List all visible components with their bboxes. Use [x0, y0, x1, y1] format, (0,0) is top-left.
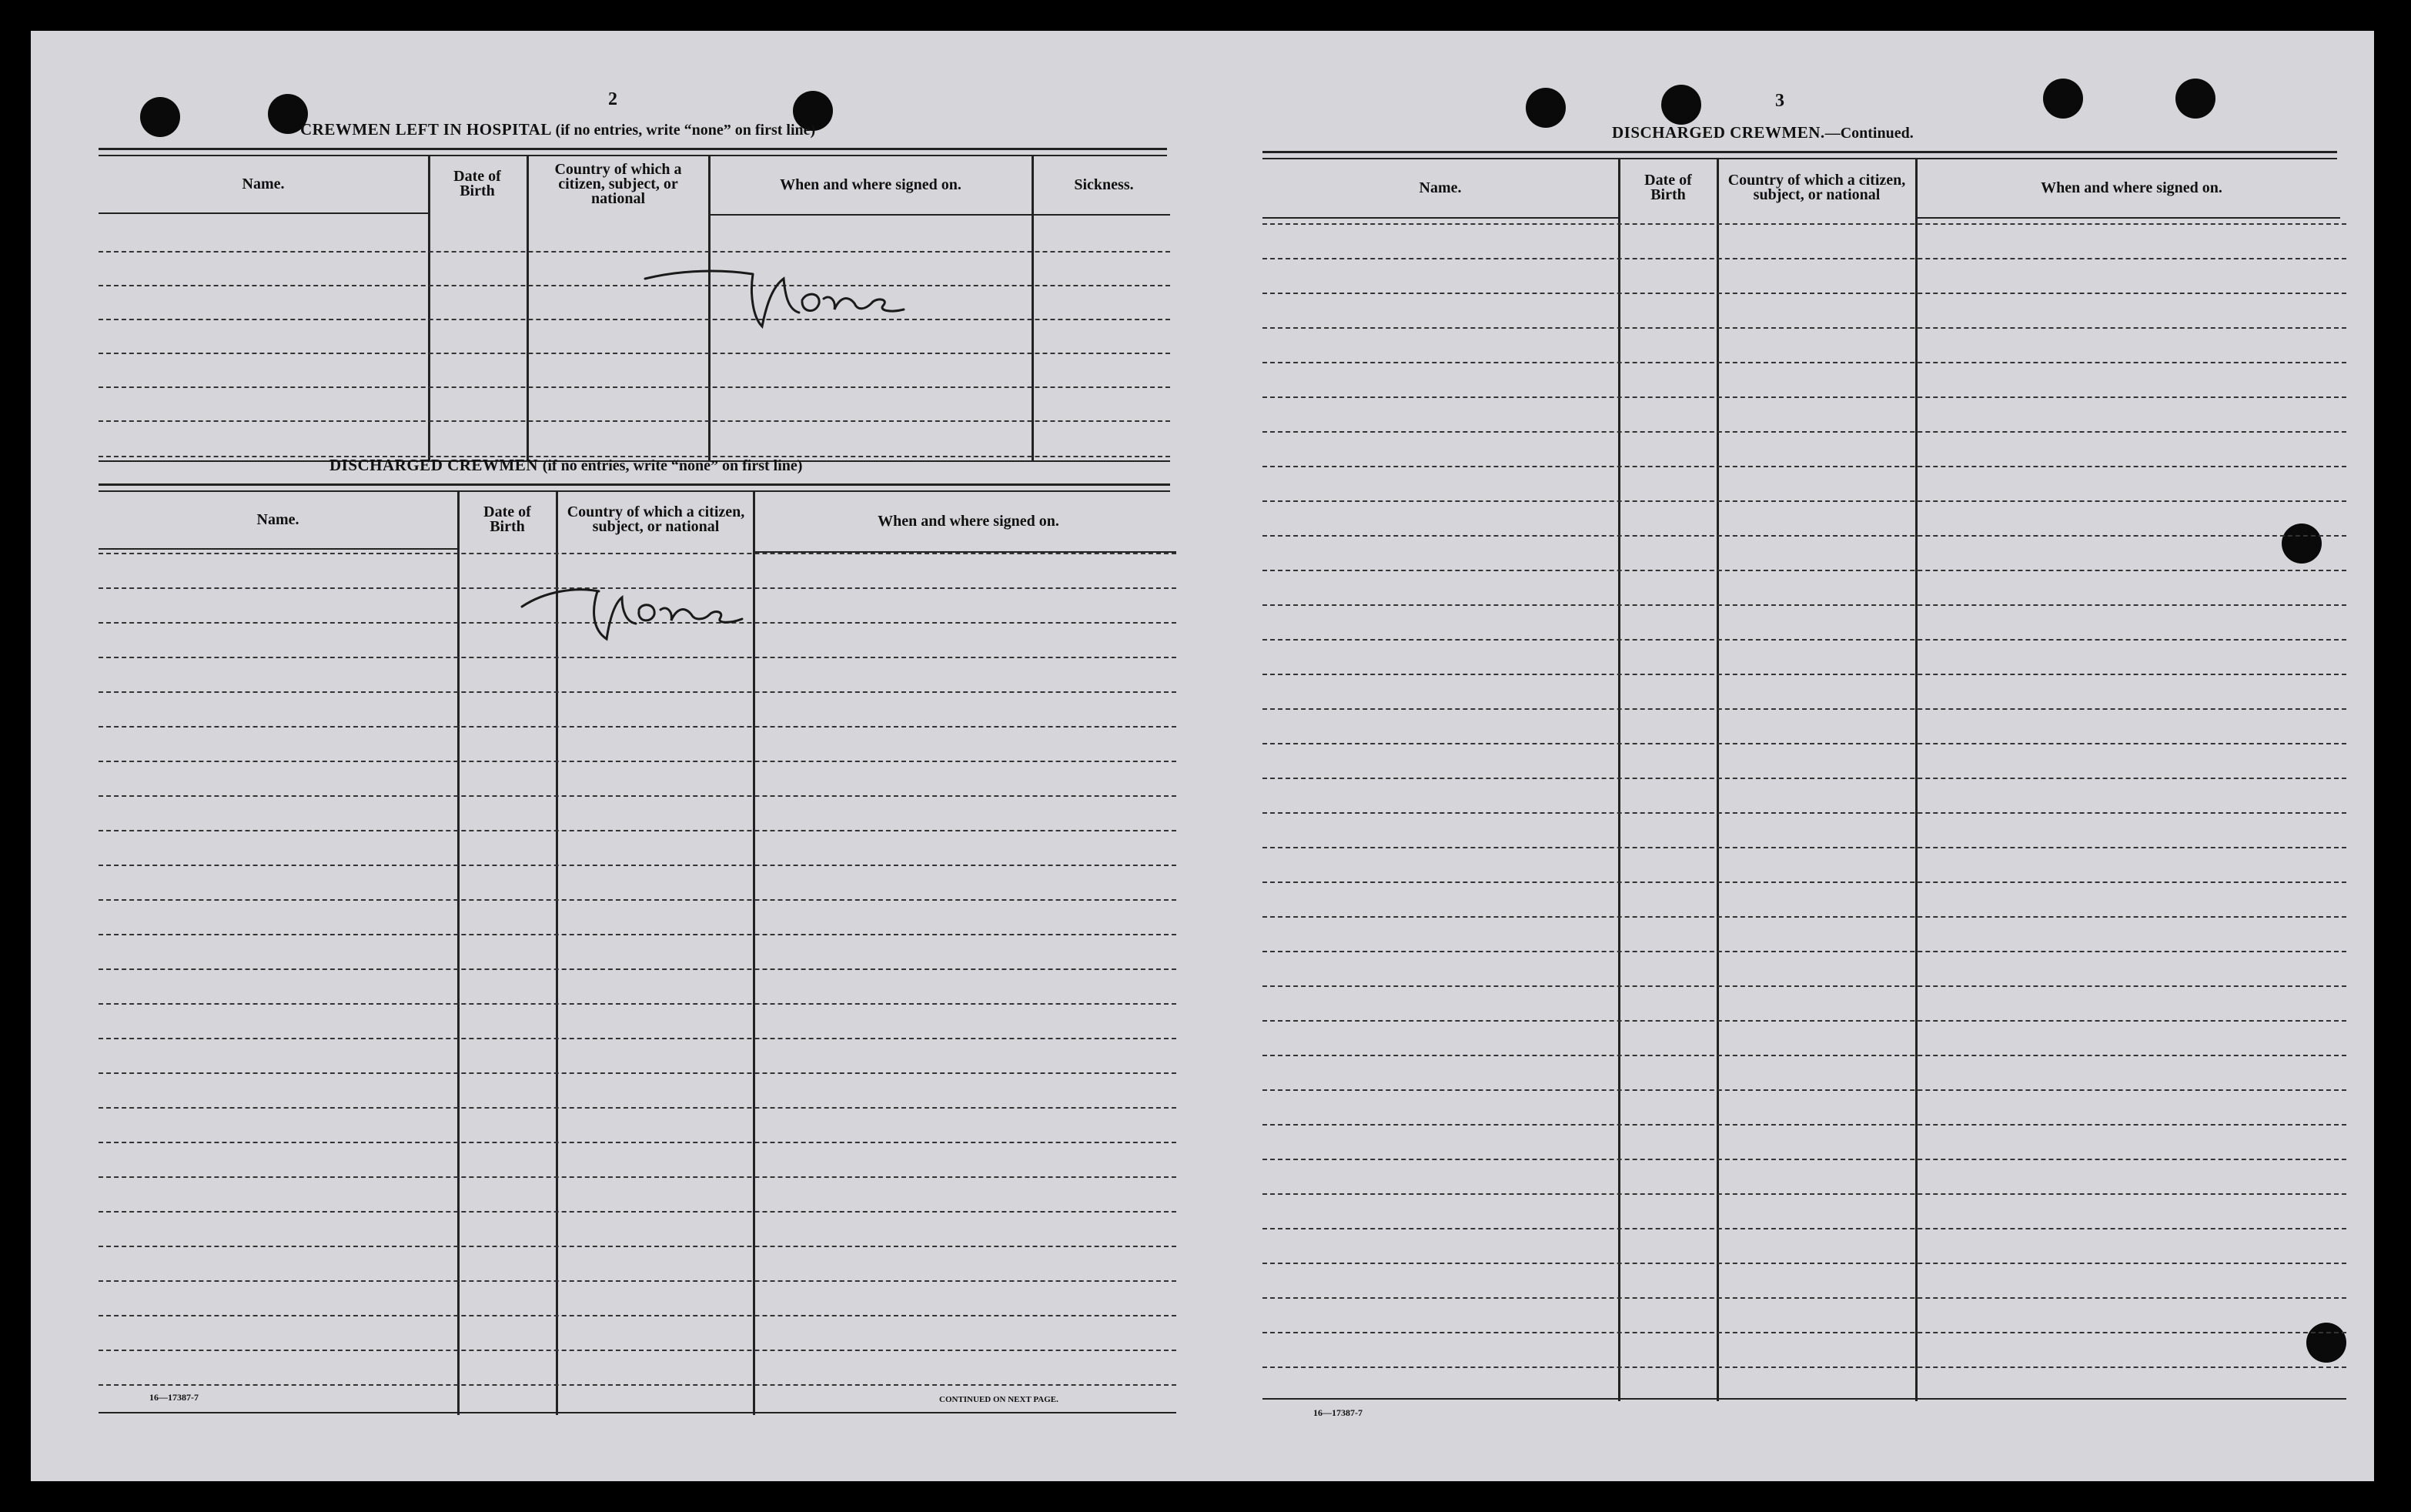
hospital-instruction: (if no entries, write “none” on first line) [555, 122, 816, 139]
entry-line [1262, 1020, 2346, 1022]
col-header-when-where: When and where signed on. [878, 512, 1059, 530]
entry-line [99, 1107, 1176, 1109]
entry-line [1262, 1228, 2346, 1229]
entry-line [99, 1176, 1176, 1178]
discharged-instruction: (if no entries, write “none” on first line) [542, 457, 803, 474]
entry-line [1262, 604, 2346, 606]
form-number: 16—17387-7 [1313, 1407, 1363, 1418]
entry-line [99, 1315, 1176, 1316]
table-bottom-rule [1262, 1398, 2346, 1400]
entry-line [1262, 1124, 2346, 1126]
document-page [31, 31, 2374, 1481]
entry-line [1262, 1055, 2346, 1056]
entry-line [1262, 570, 2346, 571]
handwritten-none-discharged [507, 576, 784, 653]
entry-line [1262, 1263, 2346, 1264]
entry-line [99, 1211, 1176, 1213]
entry-line [1262, 708, 2346, 710]
header-rule [99, 548, 457, 550]
form-number: 16—17387-7 [149, 1392, 199, 1403]
entry-line [99, 865, 1176, 866]
entry-line [99, 1038, 1176, 1039]
col-header-sickness: Sickness. [1074, 176, 1134, 193]
entry-line [1262, 500, 2346, 502]
col-header-when-where: When and where signed on. [780, 176, 961, 193]
entry-line [99, 285, 1170, 286]
hospital-title-text: CREWMEN LEFT IN HOSPITAL [300, 120, 551, 139]
header-rule [1915, 217, 2340, 219]
entry-line [1262, 812, 2346, 814]
punch-hole [2175, 79, 2215, 119]
entry-line [99, 1142, 1176, 1143]
entry-line [99, 934, 1176, 935]
discharged-continued-table [1262, 159, 2348, 1406]
entry-line [1262, 431, 2346, 433]
page-number: 3 [1775, 91, 1784, 111]
entry-line [99, 553, 1176, 554]
hospital-entry-rows [99, 217, 1170, 460]
entry-line [1262, 466, 2346, 467]
discharged-continued-title [1612, 123, 1914, 142]
entry-line [99, 251, 1170, 253]
entry-line [99, 386, 1170, 388]
entry-line [99, 761, 1176, 762]
page-number: 2 [608, 89, 617, 109]
col-header-when-where: When and where signed on. [2041, 179, 2222, 196]
entry-line [1262, 293, 2346, 294]
discharged-title-text: DISCHARGED CREWMEN [329, 456, 538, 474]
entry-line [1262, 639, 2346, 641]
hospital-table [99, 156, 1170, 465]
entry-line [1262, 1159, 2346, 1160]
discharged-continued-title-text: DISCHARGED CREWMEN. [1612, 123, 1825, 142]
entry-line [99, 1384, 1176, 1386]
entry-line [1262, 535, 2346, 537]
entry-line [1262, 881, 2346, 883]
entry-line [1262, 223, 2346, 225]
continued-note: CONTINUED ON NEXT PAGE. [939, 1395, 1058, 1404]
punch-hole [1526, 88, 1566, 128]
entry-line [99, 1003, 1176, 1005]
entry-line [99, 1246, 1176, 1247]
discharged-table [99, 491, 1176, 1418]
discharged-entry-rows [99, 553, 1176, 1412]
entry-line [99, 899, 1176, 901]
entry-line [1262, 847, 2346, 848]
header-rule [1262, 217, 1618, 219]
entry-line [99, 657, 1176, 658]
entry-line [1262, 1297, 2346, 1299]
entry-line [1262, 258, 2346, 259]
entry-line [99, 319, 1170, 320]
entry-line [1262, 1366, 2346, 1368]
handwritten-none-hospital [637, 256, 945, 340]
continued-entry-rows [1262, 223, 2346, 1398]
col-header-country: Country of which a citizen, subject, or national [1727, 172, 1906, 203]
col-header-name: Name. [256, 510, 299, 528]
entry-line [1262, 743, 2346, 744]
entry-line [99, 726, 1176, 728]
entry-line [99, 830, 1176, 831]
col-header-country: Country of which a citizen, subject, or national [554, 160, 682, 207]
entry-line [99, 691, 1176, 693]
col-header-date-of-birth: Date of Birth [453, 168, 501, 199]
entry-line [1262, 916, 2346, 918]
col-header-country: Country of which a citizen, subject, or national [567, 503, 745, 535]
entry-line [1262, 951, 2346, 952]
col-header-date-of-birth: Date of Birth [1644, 172, 1692, 203]
entry-line [1262, 362, 2346, 363]
entry-line [99, 353, 1170, 354]
entry-line [1262, 1089, 2346, 1091]
punch-hole [1661, 85, 1701, 125]
entry-line [1262, 396, 2346, 398]
col-header-date-of-birth: Date of Birth [483, 503, 531, 535]
entry-line [99, 1280, 1176, 1282]
entry-line [1262, 327, 2346, 329]
punch-hole [2043, 79, 2083, 119]
punch-hole [140, 97, 180, 137]
entry-line [99, 1350, 1176, 1351]
entry-line [99, 1072, 1176, 1074]
discharged-section-title [329, 456, 802, 475]
entry-line [99, 795, 1176, 797]
table-bottom-rule [99, 1412, 1176, 1413]
discharged-continued-suffix: —Continued. [1824, 125, 1914, 142]
col-header-name: Name. [242, 175, 285, 192]
entry-line [1262, 778, 2346, 779]
header-rule [708, 214, 1170, 216]
entry-line [1262, 674, 2346, 675]
entry-line [1262, 985, 2346, 987]
entry-line [99, 968, 1176, 970]
col-header-name: Name. [1419, 179, 1462, 196]
hospital-section-title [300, 120, 815, 139]
entry-line [1262, 1193, 2346, 1195]
entry-line [1262, 1332, 2346, 1333]
entry-line [99, 420, 1170, 422]
header-rule [99, 212, 428, 214]
